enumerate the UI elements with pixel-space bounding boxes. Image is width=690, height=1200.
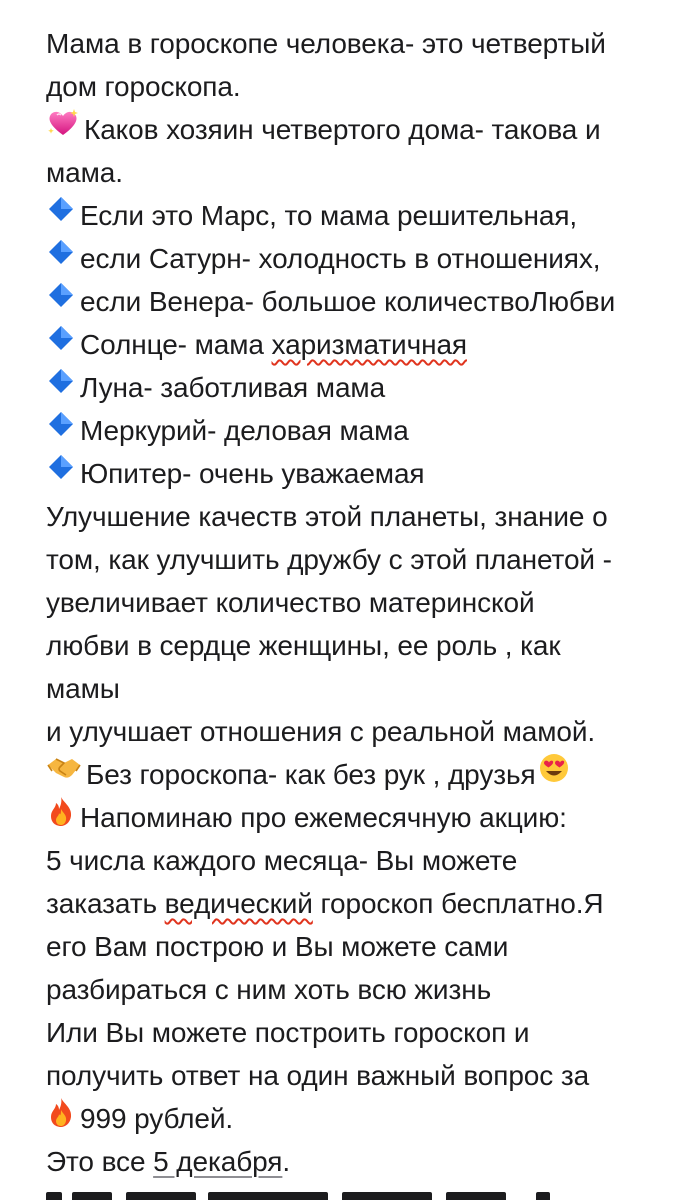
note-line: любви в сердце женщины, ее роль , как [46, 630, 561, 661]
fire-icon [46, 795, 76, 839]
note-line: заказать ведический гороскоп бесплатно.Я [46, 888, 604, 919]
heart-eyes-icon [538, 752, 570, 796]
list-item: Луна- заботливая мама [46, 366, 656, 409]
blue-diamond-icon [46, 451, 76, 494]
note-line: мамы [46, 673, 120, 704]
list-item: Солнце- мама харизматичная [46, 323, 656, 366]
note-line: Без гороскопа- как без рук , друзья [46, 753, 656, 796]
note-line: Мама в гороскопе человека- это четвертый [46, 28, 606, 59]
list-item: если Сатурн- холодность в отношениях, [46, 237, 656, 280]
note-line: увеличивает количество материнской [46, 587, 535, 618]
blue-diamond-icon [46, 279, 76, 322]
note-line: том, как улучшить дружбу с этой планетой - [46, 544, 612, 575]
note-body[interactable] [46, 22, 656, 1183]
note-line: получить ответ на один важный вопрос за [46, 1060, 590, 1091]
blue-diamond-icon [46, 236, 76, 279]
blue-diamond-icon [46, 408, 76, 451]
list-item: если Венера- большое количествоЛюбви [46, 280, 656, 323]
cut-off-text-line [46, 1190, 566, 1200]
note-line: дом гороскопа. [46, 71, 241, 102]
handshake-icon [46, 752, 82, 795]
note-line: мама. [46, 157, 123, 188]
fire-icon [46, 1096, 76, 1140]
blue-diamond-icon [46, 322, 76, 365]
sparkling-heart-icon [46, 107, 80, 151]
note-line: 999 рублей. [46, 1097, 656, 1140]
note-line: и улучшает отношения с реальной мамой. [46, 716, 596, 747]
list-item: Юпитер- очень уважаемая [46, 452, 656, 495]
blue-diamond-icon [46, 193, 76, 236]
misspelled-word[interactable]: харизматичная [271, 329, 467, 360]
note-line: его Вам построю и Вы можете сами [46, 931, 509, 962]
note-line: 5 числа каждого месяца- Вы можете [46, 845, 518, 876]
misspelled-word[interactable]: ведический [164, 888, 313, 919]
blue-diamond-icon [46, 365, 76, 408]
note-line: Напоминаю про ежемесячную акцию: [46, 796, 656, 839]
date-link[interactable]: 5 декабря [153, 1146, 283, 1177]
list-item: Меркурий- деловая мама [46, 409, 656, 452]
list-item: Если это Марс, то мама решительная, [46, 194, 656, 237]
note-line: Это все 5 декабря. [46, 1146, 291, 1177]
note-line: разбираться с ним хоть всю жизнь [46, 974, 492, 1005]
note-line: Улучшение качеств этой планеты, знание о [46, 501, 608, 532]
note-line: Или Вы можете построить гороскоп и [46, 1017, 530, 1048]
note-line: Каков хозяин четвертого дома- такова и [46, 108, 656, 151]
